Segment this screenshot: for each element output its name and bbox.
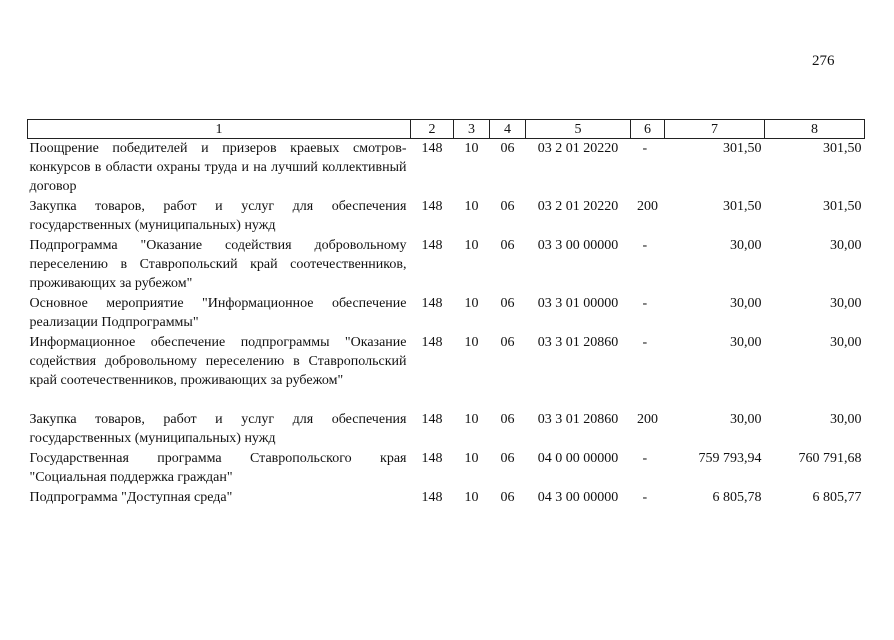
table-row	[28, 197, 865, 236]
row-amount-1: 30,00	[730, 411, 762, 427]
table-row	[28, 410, 865, 449]
budget-table	[27, 119, 865, 508]
row-target-article: 04 3 00 00000	[537, 489, 619, 505]
row-amount-1: 30,00	[730, 334, 762, 350]
row-ministry: 148	[421, 198, 443, 214]
row-subsection: 06	[500, 411, 515, 427]
row-expense-type: 200	[637, 198, 658, 214]
row-name: Подпрограмма "Доступная среда"	[29, 489, 233, 505]
table-row	[28, 333, 865, 410]
table-row	[28, 449, 865, 488]
row-expense-type: -	[642, 489, 648, 505]
row-amount-2: 30,00	[830, 411, 862, 427]
row-amount-2: 301,50	[823, 198, 862, 214]
page-number: 276	[812, 53, 835, 69]
row-ministry: 148	[421, 334, 443, 350]
row-subsection: 06	[500, 141, 515, 156]
row-amount-2: 30,00	[830, 237, 862, 253]
row-subsection: 06	[500, 450, 515, 466]
row-amount-1: 759 793,94	[698, 450, 762, 466]
header-col-7: 7	[665, 120, 765, 139]
row-amount-1: 301,50	[723, 141, 762, 156]
row-name: Закупка товаров, работ и услуг для обеспечения государственных (муниципальных) нужд	[29, 198, 407, 233]
table-row	[28, 236, 865, 294]
row-ministry: 148	[421, 489, 443, 505]
row-ministry: 148	[421, 237, 443, 253]
row-subsection: 06	[500, 489, 515, 505]
row-section: 10	[464, 295, 479, 311]
row-ministry: 148	[421, 295, 443, 311]
row-section: 10	[464, 141, 479, 156]
row-section: 10	[464, 334, 479, 350]
row-ministry: 148	[421, 141, 443, 156]
row-name: Основное мероприятие "Информационное обеспечение реализации Подпрограммы"	[29, 295, 407, 330]
row-name: Информационное обеспечение подпрограммы "Оказание содействия добровольному переселению в Ставропольский край соотечественников, проживающих за рубежом"	[29, 334, 407, 388]
row-section: 10	[464, 411, 479, 427]
row-target-article: 03 3 01 20860	[537, 411, 619, 427]
row-name: Поощрение победителей и призеров краевых смотров-конкурсов в области охраны труда и на лучший коллективный договор	[29, 141, 407, 194]
table-header-row	[28, 120, 865, 139]
row-target-article: 04 0 00 00000	[537, 450, 619, 466]
row-amount-2: 30,00	[830, 295, 862, 311]
row-amount-1: 30,00	[730, 295, 762, 311]
table-row	[28, 488, 865, 508]
row-name: Закупка товаров, работ и услуг для обеспечения государственных (муниципальных) нужд	[29, 411, 407, 446]
row-target-article: 03 3 01 00000	[537, 295, 619, 311]
row-target-article: 03 3 00 00000	[537, 237, 619, 253]
row-target-article: 03 2 01 20220	[537, 141, 619, 156]
table-row	[28, 139, 865, 197]
row-subsection: 06	[500, 334, 515, 350]
row-name: Подпрограмма "Оказание содействия добровольному переселению в Ставропольский край соотечественников, проживающих за рубежом"	[29, 237, 407, 291]
row-ministry: 148	[421, 450, 443, 466]
row-subsection: 06	[500, 295, 515, 311]
row-target-article: 03 3 01 20860	[537, 334, 619, 350]
header-col-5: 5	[526, 120, 631, 139]
row-expense-type: -	[642, 334, 648, 350]
header-col-8: 8	[765, 120, 865, 139]
header-col-2: 2	[411, 120, 454, 139]
row-amount-2: 30,00	[830, 334, 862, 350]
row-expense-type: -	[642, 295, 648, 311]
row-expense-type: -	[642, 237, 648, 253]
row-expense-type: -	[642, 141, 648, 156]
header-col-4: 4	[490, 120, 526, 139]
row-amount-1: 301,50	[723, 198, 762, 214]
row-section: 10	[464, 489, 479, 505]
header-col-1: 1	[28, 120, 411, 139]
row-target-article: 03 2 01 20220	[537, 198, 619, 214]
row-amount-2: 760 791,68	[798, 450, 862, 466]
table-row	[28, 294, 865, 333]
row-section: 10	[464, 450, 479, 466]
row-name: Государственная программа Ставропольского края "Социальная поддержка граждан"	[29, 450, 407, 485]
row-amount-2: 6 805,77	[812, 489, 862, 505]
row-section: 10	[464, 237, 479, 253]
row-amount-1: 6 805,78	[712, 489, 762, 505]
row-subsection: 06	[500, 198, 515, 214]
row-section: 10	[464, 198, 479, 214]
row-subsection: 06	[500, 237, 515, 253]
row-amount-2: 301,50	[823, 141, 862, 156]
header-col-3: 3	[454, 120, 490, 139]
table-body	[28, 139, 865, 508]
row-expense-type: -	[642, 450, 648, 466]
row-amount-1: 30,00	[730, 237, 762, 253]
header-col-6: 6	[631, 120, 665, 139]
row-ministry: 148	[421, 411, 443, 427]
row-expense-type: 200	[637, 411, 658, 427]
